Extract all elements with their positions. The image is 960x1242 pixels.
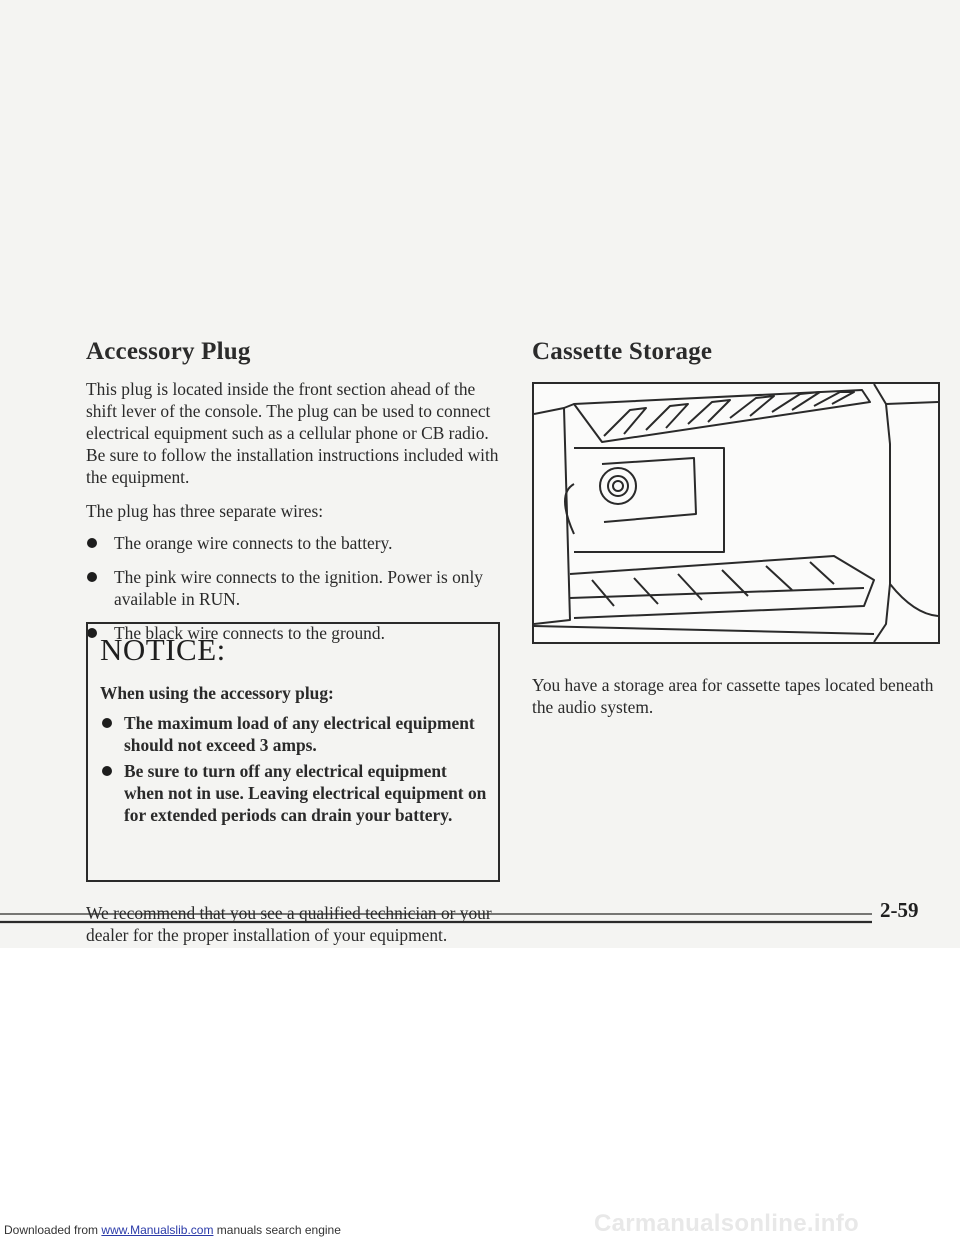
notice-title: NOTICE: — [100, 632, 226, 667]
page-footer-rules — [0, 900, 960, 930]
accessory-plug-heading: Accessory Plug — [86, 338, 251, 365]
notice-item-turn-off: Be sure to turn off any electrical equipment when not in use. Leaving electrical equipment on for extended periods can drain your battery. — [100, 760, 488, 826]
cassette-storage-illustration — [532, 382, 940, 644]
bullet-icon — [102, 766, 112, 776]
notice-item-max-load: The maximum load of any electrical equipment should not exceed 3 amps. — [100, 712, 488, 756]
cassette-storage-caption: You have a storage area for cassette tapes located beneath the audio system. — [532, 675, 934, 717]
accessory-plug-section — [86, 338, 504, 945]
bullet-icon — [87, 538, 97, 548]
cassette-storage-heading: Cassette Storage — [532, 338, 713, 365]
cassette-storage-section — [532, 338, 944, 717]
wire-item-black: The black wire connects to the ground. — [86, 622, 504, 644]
recommendation-text: We recommend that you see a qualified technician or your dealer for the proper installation of your equipment. — [86, 903, 492, 945]
manualslib-link[interactable]: www.Manualslib.com — [101, 1223, 214, 1237]
bullet-icon — [102, 718, 112, 728]
wire-item-orange: The orange wire connects to the battery. — [86, 532, 504, 554]
page-number: 2-59 — [880, 898, 919, 922]
console-drawing — [534, 384, 938, 642]
footer-suffix: manuals search engine — [216, 1223, 341, 1237]
wires-intro: The plug has three separate wires: — [86, 501, 324, 521]
bullet-icon — [87, 572, 97, 582]
notice-list — [100, 712, 488, 826]
accessory-plug-intro: This plug is located inside the front section ahead of the shift lever of the console. The plug can be used to connect electrical equipment such as a cellular phone or CB radio. Be sure to follow the installation instructions included with the equipment. — [86, 379, 499, 487]
notice-lead: When using the accessory plug: — [100, 683, 334, 703]
wire-item-pink: The pink wire connects to the ignition. Power is only available in RUN. — [86, 566, 504, 610]
footer-prefix: Downloaded from — [4, 1223, 99, 1237]
notice-box — [86, 622, 500, 882]
watermark-text: Carmanualsonline.info — [594, 1210, 860, 1237]
download-footer — [4, 1223, 341, 1237]
